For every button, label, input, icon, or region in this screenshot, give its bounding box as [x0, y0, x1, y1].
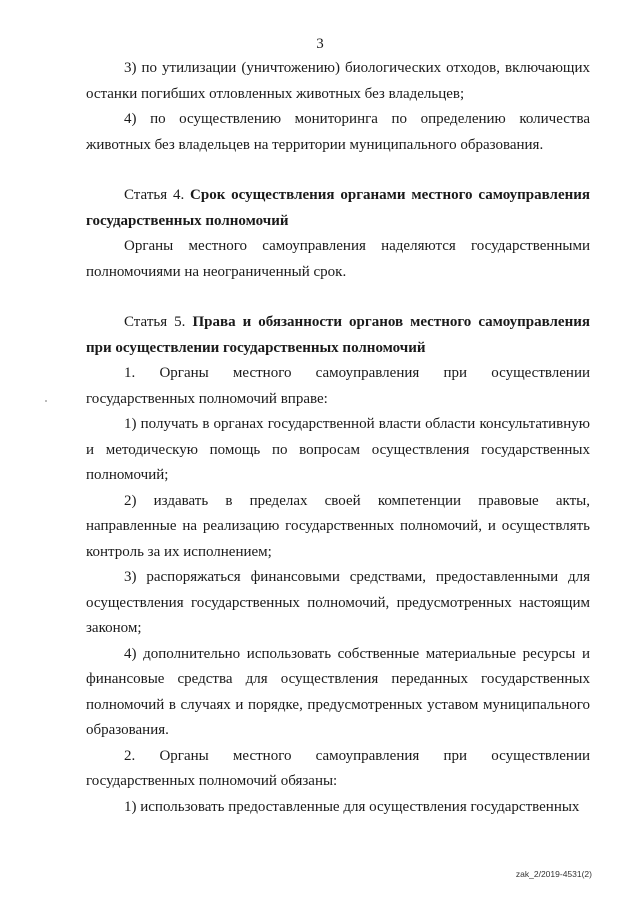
article-4-heading [86, 183, 590, 234]
article-5-part-2: 2. Органы местного самоуправления при осуществлении государственных полномочий обязаны: [86, 747, 590, 789]
page-number: 3 [316, 36, 324, 52]
article-4-title: Срок осуществления органами местного самоуправления государственных полномочий [86, 187, 590, 229]
article-5-part-1: 1. Органы местного самоуправления при осуществлении государственных полномочий вправе: [86, 365, 590, 407]
document-code: zak_2/2019-4531(2) [515, 869, 592, 879]
paragraph-item-3: 3) по утилизации (уничтожению) биологических отходов, включающих останки погибших отловленных животных без владельцев; [86, 60, 590, 102]
article-5-title: Права и обязанности органов местного самоуправления при осуществлении государственных полномочий [86, 314, 590, 356]
article-5-part-1-item-1: 1) получать в органах государственной власти области консультативную и методическую помощь по вопросам осуществления государственных полномочий; [86, 416, 590, 483]
section-spacer [86, 285, 590, 310]
document-body [86, 56, 590, 820]
scan-artifact-dot [45, 400, 47, 402]
article-4-number: Статья 4. [124, 187, 185, 203]
paragraph-item-4: 4) по осуществлению мониторинга по определению количества животных без владельцев на территории муниципального образования. [86, 111, 590, 153]
article-5-heading [86, 310, 590, 361]
article-4-body: Органы местного самоуправления наделяются государственными полномочиями на неограниченный срок. [86, 238, 590, 280]
article-5-number: Статья 5. [124, 314, 186, 330]
article-5-part-1-item-2: 2) издавать в пределах своей компетенции правовые акты, направленные на реализацию государственных полномочий, и осуществлять контроль за их исполнением; [86, 492, 590, 560]
section-spacer [86, 158, 590, 183]
article-5-part-2-item-1: 1) использовать предоставленные для осуществления государственных [124, 798, 580, 815]
article-5-part-1-item-4: 4) дополнительно использовать собственные материальные ресурсы и финансовые средства для осуществления переданных государственных полномочий в случаях и порядке, предусмотренных уставом муниципального образования. [86, 645, 590, 738]
article-5-part-1-item-3: 3) распоряжаться финансовыми средствами, предоставленными для осуществления государственных полномочий, предусмотренных настоящим законом; [86, 569, 590, 636]
